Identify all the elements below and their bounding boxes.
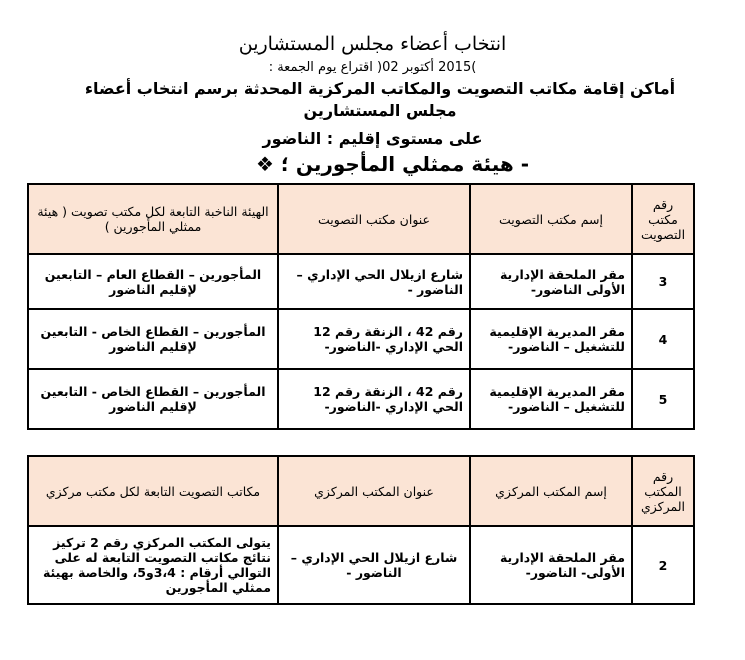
central-address: شارع ازيلال الحي الإداري – الناضور - bbox=[278, 526, 470, 604]
region-line: على مستوى إقليم : الناضور bbox=[262, 129, 483, 148]
date-line: )2015 أكتوبر 02( اقتراع يوم الجمعة : bbox=[268, 60, 477, 75]
document-subtitle: أماكن إقامة مكاتب التصويت والمكاتب المركزية المحدثة برسم انتخاب أعضاء مجلس المستشارين bbox=[84, 79, 676, 120]
linked-offices: يتولى المكتب المركزي رقم 2 تركيز نتائج مكاتب التصويت التابعة له على التوالي أرقام : 3،4و5، والخاصة بهيئة ممثلي المأجورين bbox=[28, 526, 278, 604]
office-number: 5 bbox=[632, 369, 694, 429]
table-header-row bbox=[28, 184, 694, 254]
table-row bbox=[28, 254, 694, 309]
header-linked-offices: مكاتب التصويت التابعة لكل مكتب مركزي bbox=[28, 456, 278, 526]
office-number: 4 bbox=[632, 309, 694, 369]
office-address: رقم 42 ، الزنقة رقم 12 الحي الإداري -الناضور- bbox=[278, 369, 470, 429]
office-name: مقر المديرية الإقليمية للتشغيل – الناضور- bbox=[470, 369, 632, 429]
office-name: مقر المديرية الإقليمية للتشغيل – الناضور- bbox=[470, 309, 632, 369]
document-title: انتخاب أعضاء مجلس المستشارين bbox=[238, 33, 507, 55]
voting-offices-table bbox=[27, 183, 695, 430]
header-electoral-body: الهيئة الناخبة التابعة لكل مكتب تصويت ( هيئة ممثلي المأجورين ) bbox=[28, 184, 278, 254]
electoral-body: المأجورين – القطاع الخاص - التابعين لإقليم الناضور bbox=[28, 369, 278, 429]
table-row bbox=[28, 309, 694, 369]
category-label: - هيئة ممثلي المأجورين ؛ bbox=[280, 152, 529, 176]
header-office-number: رقم مكتب التصويت bbox=[632, 184, 694, 254]
header-central-number: رقم المكتب المركزي bbox=[632, 456, 694, 526]
header-office-name: إسم مكتب التصويت bbox=[470, 184, 632, 254]
electoral-body: المأجورين – القطاع الخاص - التابعين لإقليم الناضور bbox=[28, 309, 278, 369]
central-name: مقر الملحقة الإدارية الأولى- الناضور- bbox=[470, 526, 632, 604]
central-offices-table bbox=[27, 455, 695, 605]
central-number: 2 bbox=[632, 526, 694, 604]
table-header-row bbox=[28, 456, 694, 526]
office-address: رقم 42 ، الزنقة رقم 12 الحي الإداري -الناضور- bbox=[278, 309, 470, 369]
office-name: مقر الملحقة الإدارية الأولى الناضور- bbox=[470, 254, 632, 309]
header-central-address: عنوان المكتب المركزي bbox=[278, 456, 470, 526]
diamond-bullet-icon: ❖ bbox=[256, 152, 274, 176]
office-address: شارع ازيلال الحي الإداري – الناضور - bbox=[278, 254, 470, 309]
header-office-address: عنوان مكتب التصويت bbox=[278, 184, 470, 254]
table-row bbox=[28, 526, 694, 604]
table-row bbox=[28, 369, 694, 429]
category-heading bbox=[0, 152, 745, 176]
electoral-body: المأجورين – القطاع العام – التابعين لإقليم الناضور bbox=[28, 254, 278, 309]
office-number: 3 bbox=[632, 254, 694, 309]
header-central-name: إسم المكتب المركزي bbox=[470, 456, 632, 526]
